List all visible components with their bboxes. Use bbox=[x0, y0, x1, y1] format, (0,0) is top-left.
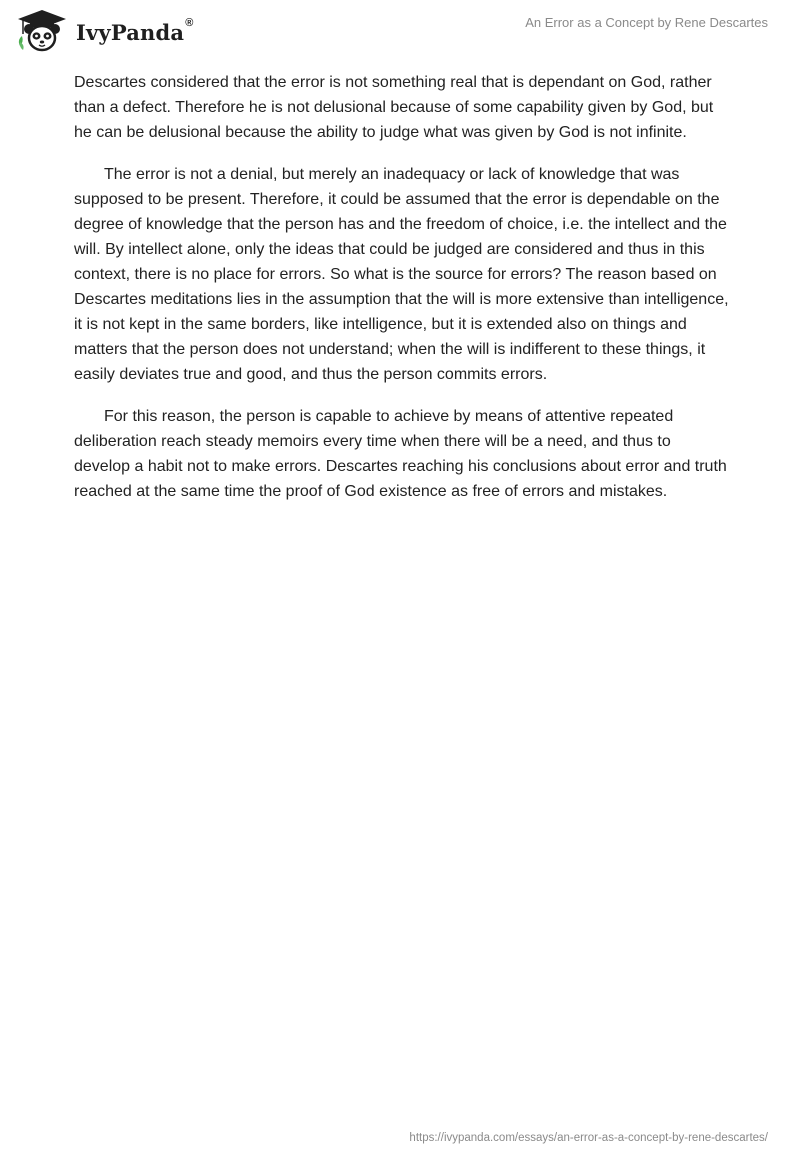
logo-wordmark: IvyPanda® bbox=[76, 16, 194, 45]
document-title: An Error as a Concept by Rene Descartes bbox=[525, 15, 768, 30]
paragraph: For this reason, the person is capable to achieve by means of attentive repeated deliberation reach steady memoirs every time when there will be a need, and thus to develop a habit not to make errors. Descartes reaching his conclusions about error and truth reached at the same time the proof of God existence as free of errors and mistakes. bbox=[74, 408, 727, 500]
essay-body bbox=[74, 70, 730, 521]
page-header bbox=[0, 0, 800, 62]
paragraph: The error is not a denial, but merely an inadequacy or lack of knowledge that was supposed to be present. Therefore, it could be assumed that the error is dependable on the degree of knowledge that the person has and the freedom of choice, i.e. the intellect and the will. By intellect alone, only the ideas that could be judged are considered and thus in this context, there is no place for errors. So what is the source for errors? The reason based on Descartes meditations lies in the assumption that the will is more extensive than intelligence, it is not kept in the same borders, like intelligence, but it is extended also on things and matters that the person does not understand; when the will is indifferent to these things, it easily deviates true and good, and thus the person commits errors. bbox=[74, 166, 729, 383]
paragraph: Descartes considered that the error is not something real that is dependant on God, rather than a defect. Therefore he is not delusional because of some capability given by God, but he can be delusional because the ability to judge what was given by God is not infinite. bbox=[74, 74, 714, 141]
panda-graduate-icon bbox=[14, 8, 70, 54]
ivypanda-logo[interactable] bbox=[14, 8, 194, 54]
source-url-link[interactable]: https://ivypanda.com/essays/an-error-as-a-concept-by-rene-descartes/ bbox=[409, 1132, 768, 1144]
